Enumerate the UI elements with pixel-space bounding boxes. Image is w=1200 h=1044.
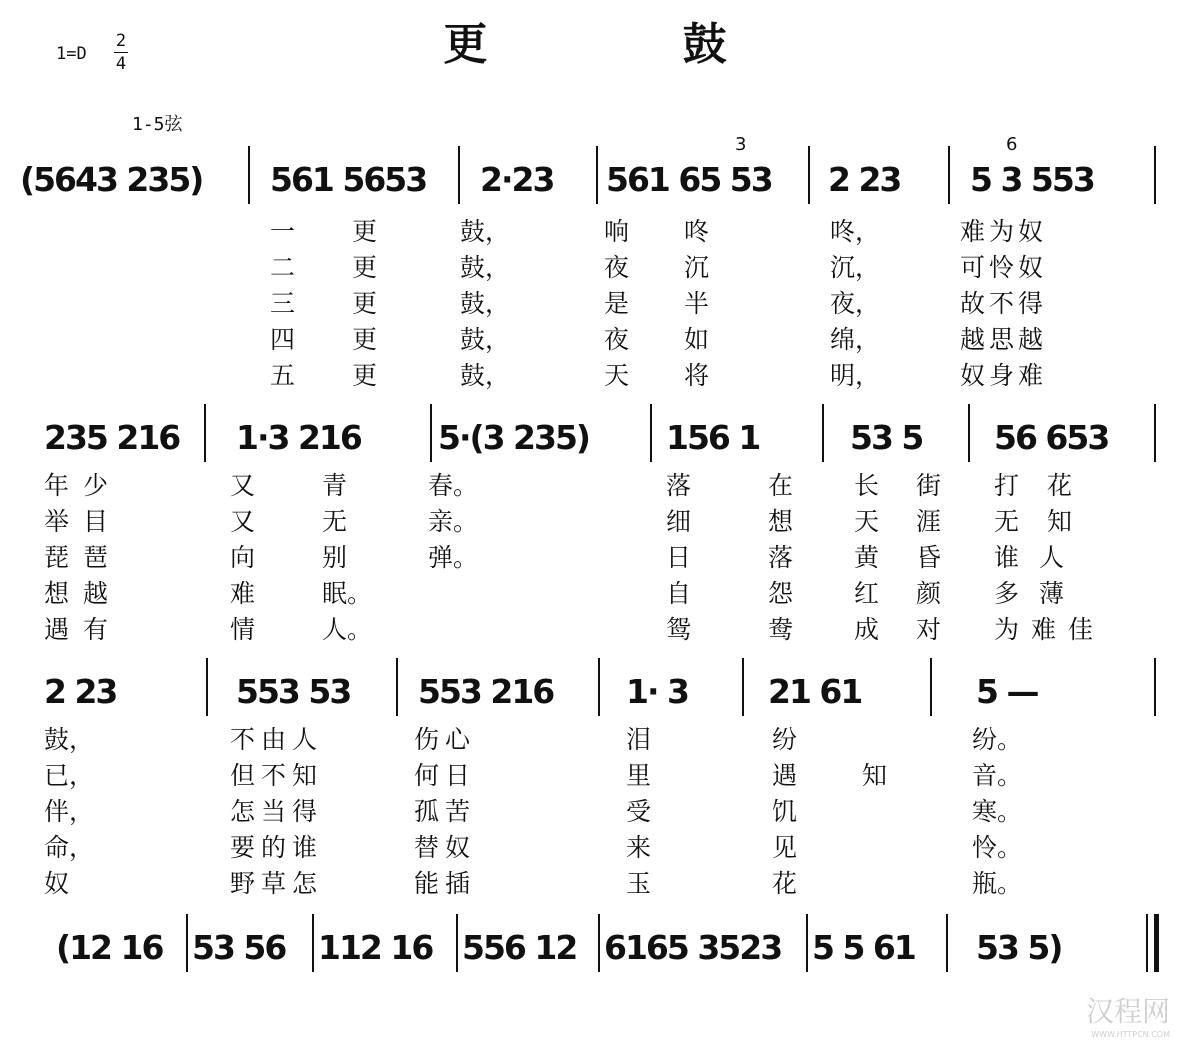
measure: 53 5) [976, 928, 1062, 967]
measure: 556 12 [462, 928, 577, 967]
measure: 553 216 [418, 672, 554, 711]
lyrics-block-1: 一 更 鼓， 响 咚 咚， 难为奴 二 更 鼓， 夜 沉 沉， 可怜奴 三 更 鼓， 是 半 夜， 故不得 四 更 鼓， 夜 如 绵， 越思越 五 更 鼓， 天 将 明， 奴身难 [270, 217, 1048, 390]
string-tuning: 1-5弦 [132, 114, 183, 135]
measure: 53 56 [192, 928, 286, 967]
measure: 5 3 553 [970, 160, 1094, 199]
measure: 6165 3523 [604, 928, 782, 967]
measure: 56 653 [994, 418, 1109, 457]
measure: 1· 3 [626, 672, 688, 711]
time-denominator: 4 [115, 54, 127, 74]
lyrics-block-3: 鼓， 不由人 伤心 泪 纷 纷。 已， 但不知 何日 里 遇 知 音。 伴， 怎当得 孤苦 受 饥 寒。 命， 要的谁 替奴 来 见 怜。 奴 野草怎 能插 玉 花 瓶。 [44, 725, 1023, 898]
measure: 156 1 [666, 418, 760, 457]
lyrics-block-2: 年少 又 青 春。 落 在 长 街 打花 举目 又 无 亲。 细 想 天 涯 无知 琵琶 向 别 弹。 日 落 黄 昏 谁 人 想越 难 眠。 自 怨 红 颜 多 薄 遇有 情 人。 鸳 鸯 成 对 为难佳 [44, 471, 1106, 644]
measure: 21 61 [768, 672, 862, 711]
measure: 5·(3 235) [438, 418, 589, 457]
song-title: 更 鼓 [443, 19, 817, 70]
time-numerator: 2 [115, 31, 127, 51]
triplet-mark: 6 [1006, 134, 1018, 155]
triplet-mark: 3 [735, 134, 747, 155]
score-line-4 [0, 928, 1200, 1018]
watermark: 汉程网 WWW.HTTPCN.COM [1085, 995, 1170, 1039]
measure: 1·3 216 [236, 418, 361, 457]
measure: 2 23 [828, 160, 901, 199]
measure: 2·23 [480, 160, 554, 199]
measure: 561 5653 [270, 160, 427, 199]
measure: 5 — [976, 672, 1038, 711]
measure: (5643 235) [20, 160, 203, 199]
key-signature: 1=D [56, 44, 87, 64]
measure: 561 65 53 [606, 160, 772, 199]
measure: 112 16 [318, 928, 433, 967]
measure: (12 16 [56, 928, 163, 967]
time-signature [114, 30, 128, 75]
measure: 235 216 [44, 418, 180, 457]
measure: 2 23 [44, 672, 117, 711]
measure: 553 53 [236, 672, 351, 711]
measure: 5 5 61 [812, 928, 915, 967]
measure: 53 5 [850, 418, 923, 457]
